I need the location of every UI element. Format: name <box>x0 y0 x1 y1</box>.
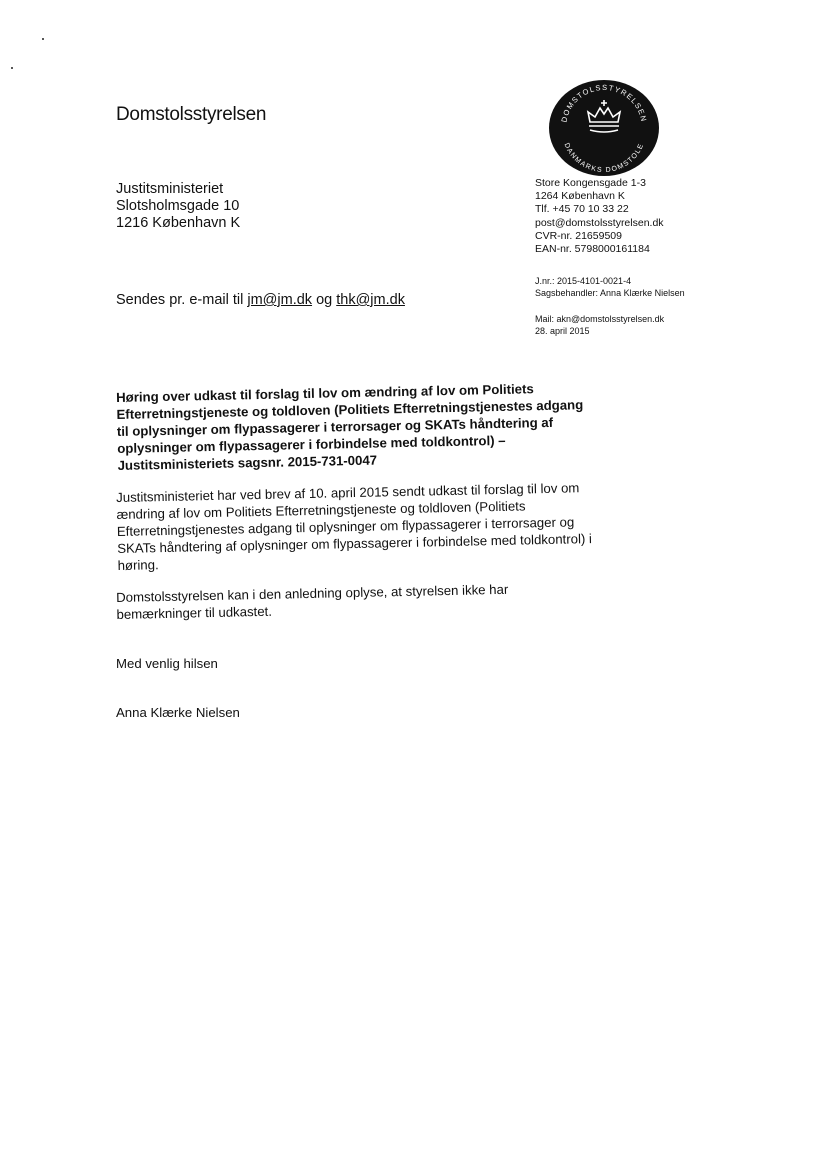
body-paragraph-2: Domstolsstyrelsen kan i den anledning oplyse, at styrelsen ikke har bemærkninger til udkastet. <box>116 581 509 622</box>
sender-street: Store Kongensgade 1-3 <box>535 177 646 189</box>
sender-contact-block <box>535 177 664 256</box>
sender-city: 1264 København K <box>535 190 625 203</box>
letter-date: 28. april 2015 <box>535 326 590 336</box>
closing-salutation: Med venlig hilsen <box>116 656 218 671</box>
seal-bottom-text: DANMARKS DOMSTOLE <box>562 142 646 175</box>
recipient-address <box>116 181 240 232</box>
scan-speck <box>42 38 44 40</box>
case-reference-block <box>535 275 685 299</box>
send-by-email-line <box>116 292 405 308</box>
sender-phone: Tlf. +45 70 10 33 22 <box>535 203 629 216</box>
recipient-city: 1216 København K <box>116 215 241 231</box>
recipient-street: Slotsholmsgade 10 <box>116 198 240 214</box>
sender-email: post@domstolsstyrelsen.dk <box>535 216 664 229</box>
handler-mail-block <box>535 313 664 337</box>
email-link-thk[interactable]: thk@jm.dk <box>336 292 405 308</box>
seal-top-text: DOMSTOLSSTYRELSEN <box>559 82 649 124</box>
body-paragraph-1: Justitsministeriet har ved brev af 10. april 2015 sendt udkast til forslag til lov om ændring af lov om Politiets Efterretningstjeneste og toldloven (Politiets Efterretningstjenestes adgang til oplysninger om flypassagerer i terrorsager og SKATs håndtering af oplysninger om flypassagerer i forbindelse med toldkontrol) i høring. <box>116 480 593 573</box>
letterhead-name: Domstolsstyrelsen <box>116 104 267 125</box>
case-handler: Sagsbehandler: Anna Klærke Nielsen <box>535 288 685 298</box>
scan-speck <box>11 67 13 69</box>
sender-ean: EAN-nr. 5798000161184 <box>535 243 650 256</box>
journal-number: J.nr.: 2015-4101-0021-4 <box>535 276 632 286</box>
handler-email: Mail: akn@domstolsstyrelsen.dk <box>535 314 665 324</box>
recipient-name: Justitsministeriet <box>116 181 224 197</box>
letter-subject: Høring over udkast til forslag til lov om ændring af lov om Politiets Efterretningstjeneste og toldloven (Politiets Efterretningstjenestes adgang til oplysninger om flypassagerer i terrorsager og SKATs håndtering af oplysninger om flypassagerer i forbindelse med toldkontrol) – Justitsministeriets sagsnr. 2015-731-0047 <box>116 381 584 473</box>
crown-seal-icon <box>548 72 660 184</box>
send-prefix: Sendes pr. e-mail til <box>116 292 248 308</box>
email-link-jm[interactable]: jm@jm.dk <box>247 292 313 308</box>
sender-cvr: CVR-nr. 21659509 <box>535 229 622 242</box>
send-conjunction: og <box>312 292 337 308</box>
signer-name: Anna Klærke Nielsen <box>116 705 240 720</box>
